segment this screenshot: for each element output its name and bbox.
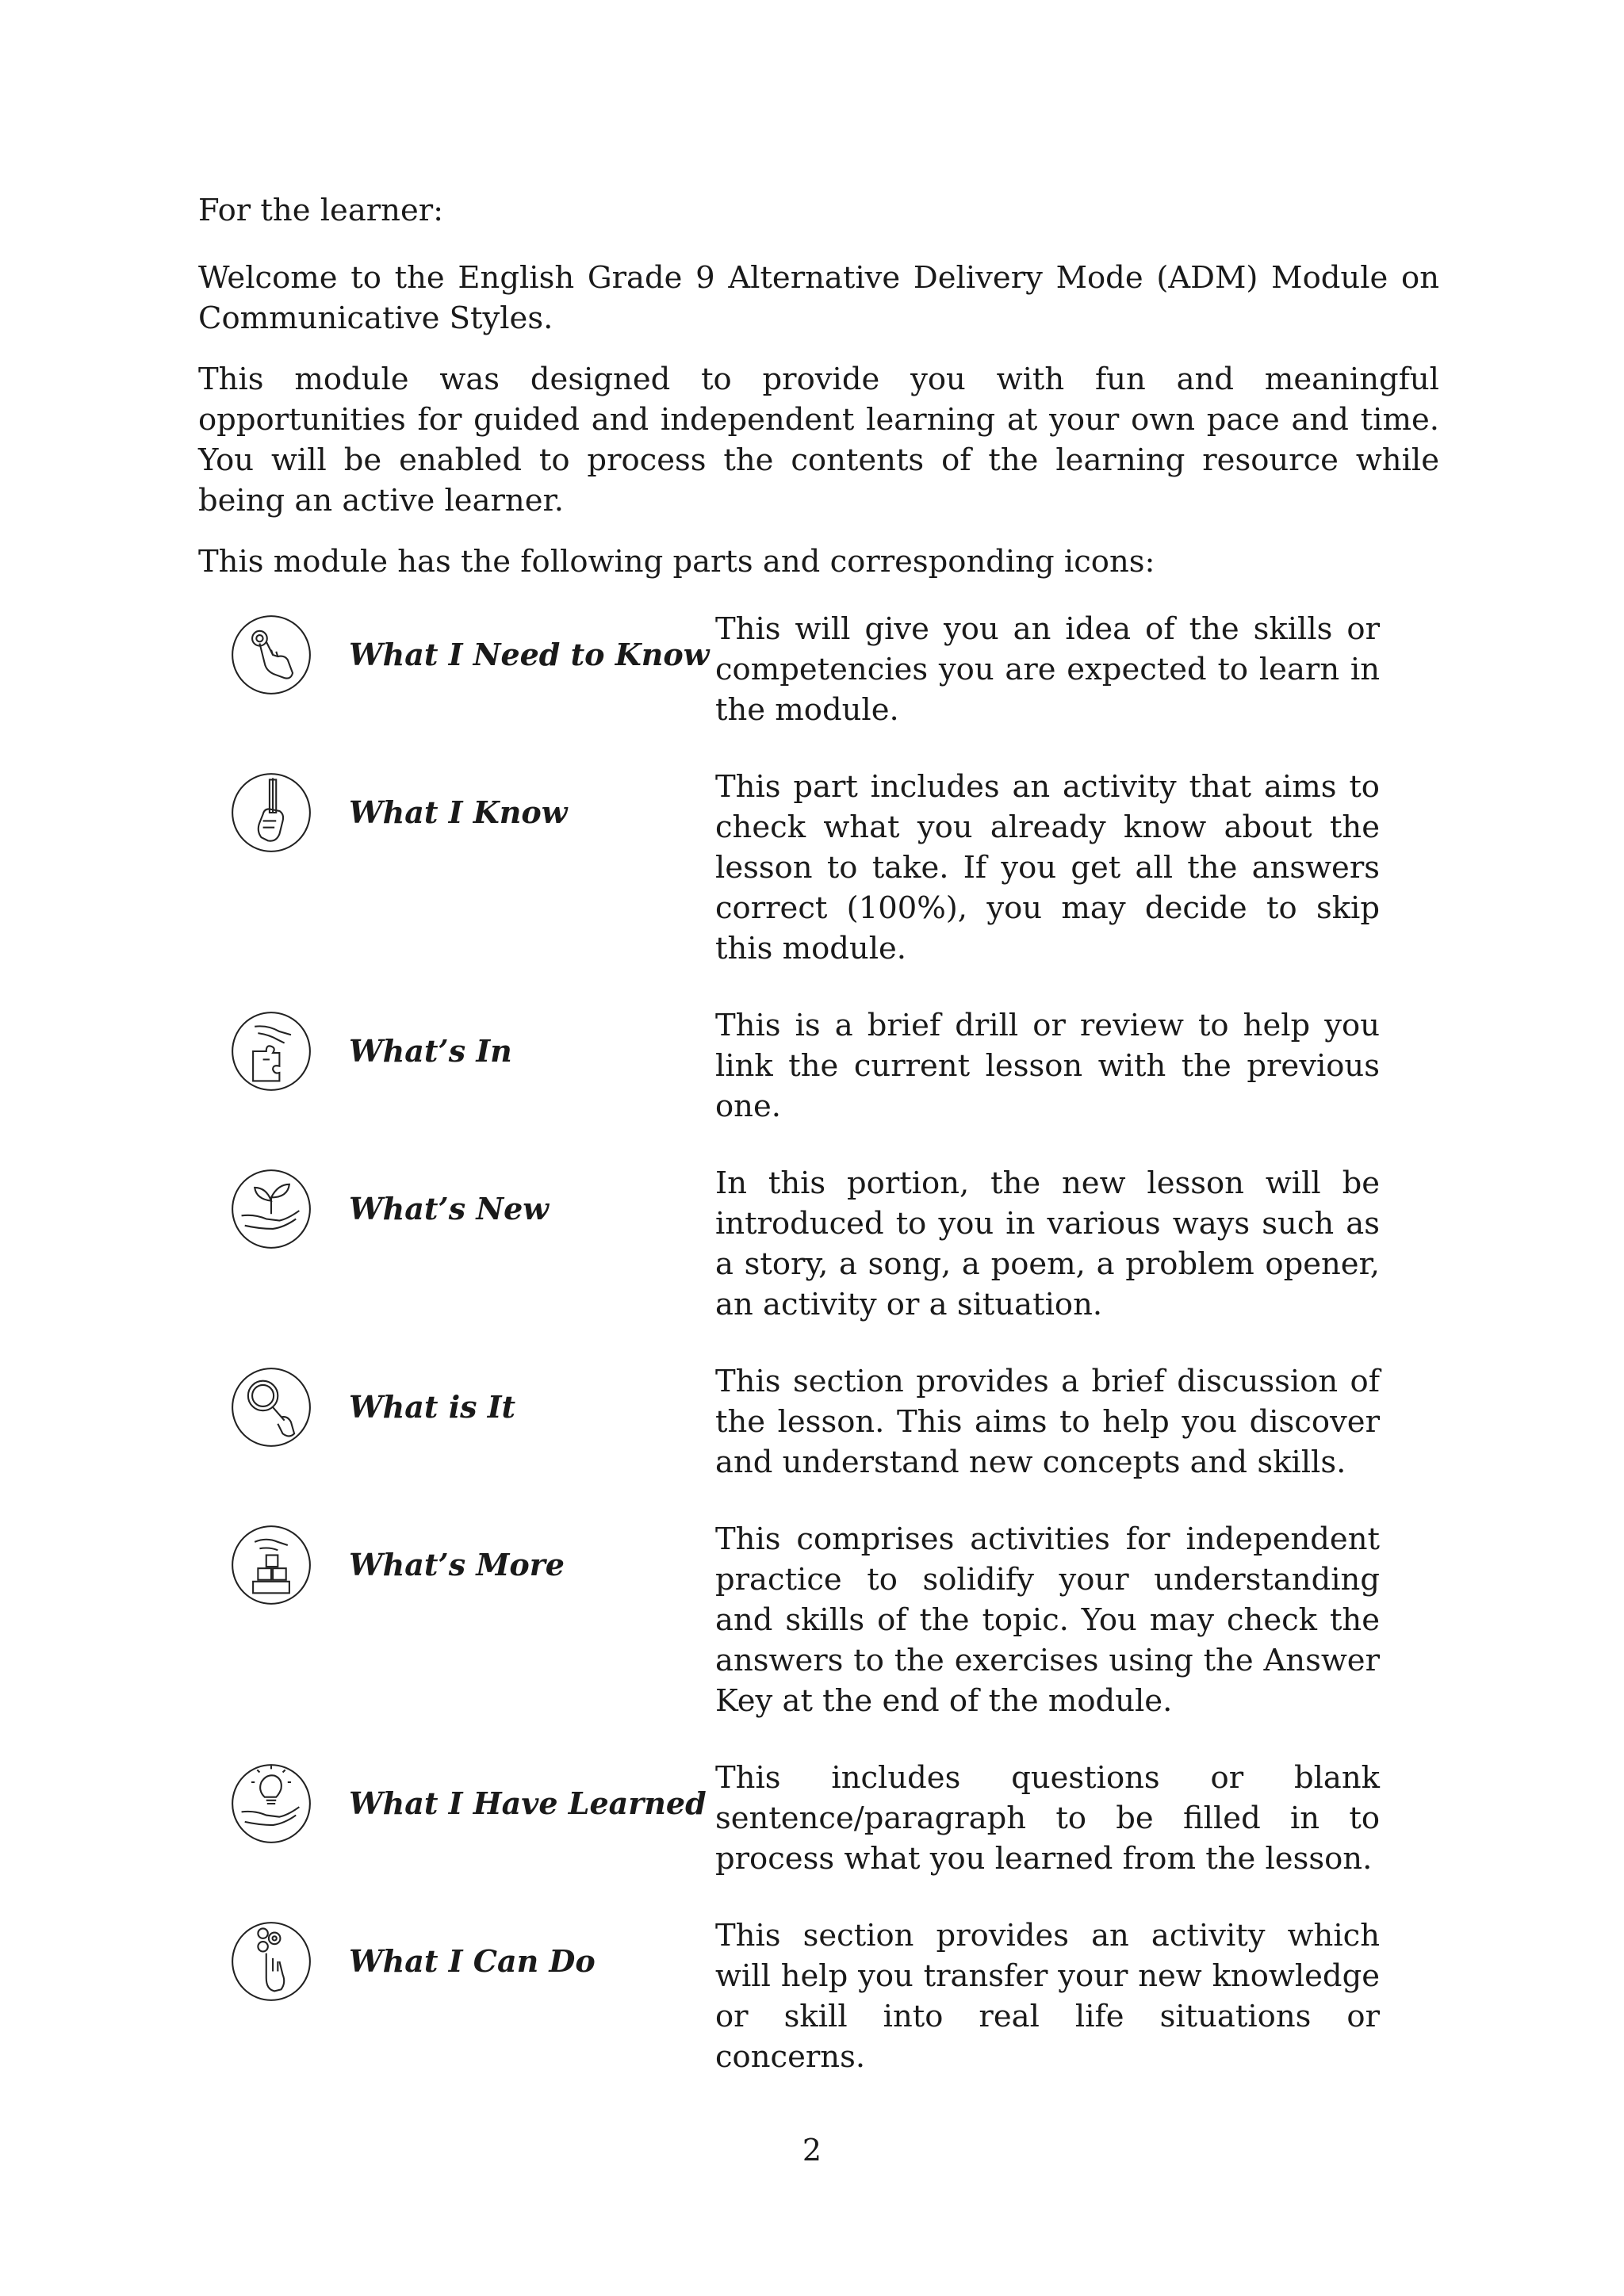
part-description: This includes questions or blank sentence/paragraph to be filled in to process what you learned from the lesson. bbox=[715, 1760, 1380, 1877]
part-title: What’s More bbox=[349, 1547, 565, 1582]
hand-pencil-icon bbox=[230, 771, 312, 854]
part-row-what-i-have-learned bbox=[198, 1762, 1439, 1879]
building-blocks-icon bbox=[230, 1524, 312, 1606]
parts-intro-paragraph: This module has the following parts and corresponding icons: bbox=[198, 544, 1155, 580]
hand-seedling-icon bbox=[230, 1168, 312, 1250]
part-description: This part includes an activity that aims to check what you already know about the lesson to take. If you get all the answers correct (100%), you may decide to skip this module. bbox=[715, 769, 1380, 966]
gears-hand-icon bbox=[230, 1920, 312, 2003]
magnifier-icon bbox=[230, 1366, 312, 1448]
part-title: What is It bbox=[349, 1389, 516, 1425]
part-description: This section provides an activity which will help you transfer your new knowledge or skill into real life situations or concerns. bbox=[715, 1918, 1380, 2075]
module-page bbox=[198, 190, 1439, 2118]
part-description: This is a brief drill or review to help you link the current lesson with the previous one. bbox=[715, 1008, 1380, 1124]
part-title: What I Know bbox=[349, 794, 568, 830]
lightbulb-hand-icon bbox=[230, 1762, 312, 1845]
puzzle-hand-icon bbox=[230, 1010, 312, 1093]
part-title: What’s New bbox=[349, 1191, 549, 1226]
page-number: 2 bbox=[802, 2133, 822, 2168]
part-row-whats-in bbox=[198, 1010, 1439, 1127]
parts-list bbox=[198, 611, 1439, 2077]
part-title: What’s In bbox=[349, 1033, 512, 1069]
part-row-what-i-need-to-know bbox=[198, 611, 1439, 730]
welcome-paragraph: Welcome to the English Grade 9 Alternative Delivery Mode (ADM) Module on Communicative Styles. bbox=[198, 260, 1439, 336]
part-row-what-i-can-do bbox=[198, 1920, 1439, 2077]
part-description: This section provides a brief discussion of the lesson. This aims to help you discover and understand new concepts and skills. bbox=[715, 1364, 1380, 1480]
part-row-what-is-it bbox=[198, 1366, 1439, 1483]
part-description: This will give you an idea of the skills or competencies you are expected to learn in the module. bbox=[715, 611, 1380, 728]
purpose-paragraph: This module was designed to provide you with fun and meaningful opportunities for guided and independent learning at your own pace and time. You will be enabled to process the contents of the learning resource while being an active learner. bbox=[198, 362, 1439, 519]
finger-touch-icon bbox=[230, 614, 312, 696]
part-row-what-i-know bbox=[198, 771, 1439, 969]
part-description: This comprises activities for independent practice to solidify your understanding and skills of the topic. You may check the answers to the exercises using the Answer Key at the end of the module. bbox=[715, 1521, 1380, 1719]
part-title: What I Need to Know bbox=[349, 637, 710, 672]
part-title: What I Have Learned bbox=[349, 1785, 707, 1821]
part-row-whats-more bbox=[198, 1521, 1439, 1721]
part-title: What I Can Do bbox=[349, 1943, 596, 1979]
part-description: In this portion, the new lesson will be introduced to you in various ways such as a story, a song, a poem, a problem opener, an activity or a situation. bbox=[715, 1165, 1380, 1322]
greeting-text: For the learner: bbox=[198, 193, 444, 228]
part-row-whats-new bbox=[198, 1165, 1439, 1325]
